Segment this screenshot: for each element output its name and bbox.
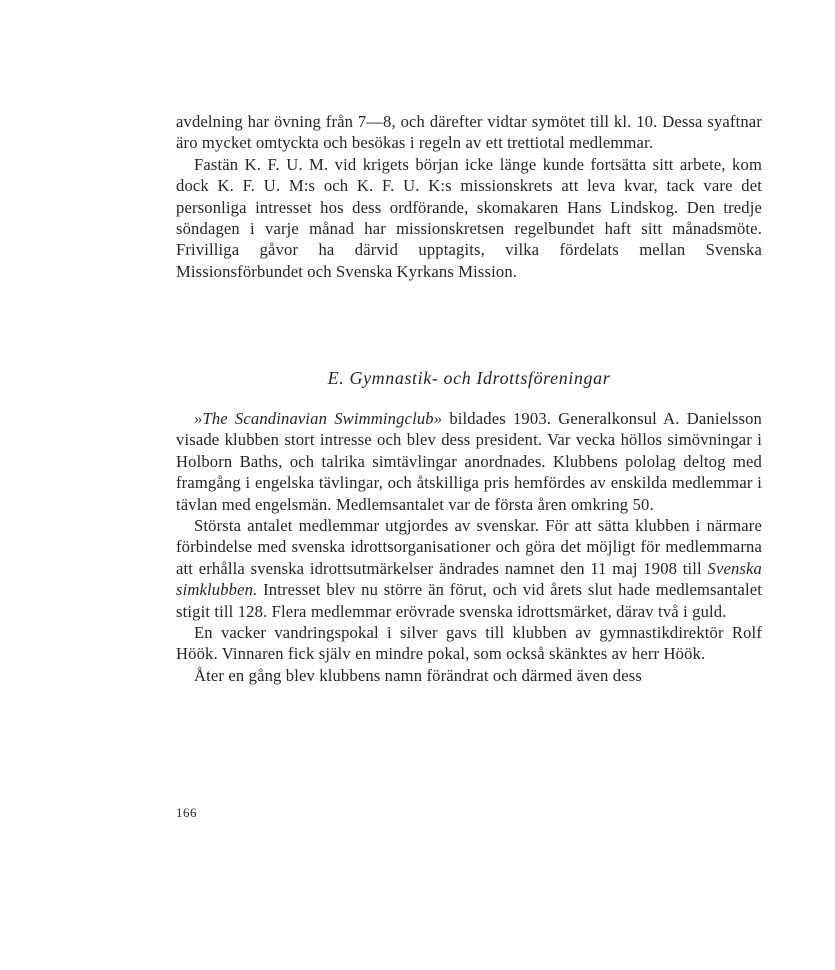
new-club-name-italic: Svenska simklubben. [176,558,762,600]
section-heading: E. Gymnastik- och Idrottsföreningar [327,368,611,388]
paragraph-swimmingclub [176,408,762,515]
paragraph-syaftnar: avdelning har övning från 7—8, och därefter vidtar symötet till kl. 10. Dessa syaftnar äro mycket omtyckta och besökas i regeln av ett trettiotal medlemmar. [176,112,762,153]
paragraph-swimmingclub-text: bildades 1903. Generalkonsul A. Danielsson visade klubben stort intresse och blev dess president. Var vecka höllos simövningar i Holborn Baths, och talrika simtävlingar anordnades. Klubbens pololag deltog med framgång i engelska tävlingar, och åtskilliga pris hemfördes av enskilda medlemmar i tävlan med engelsmän. Medlemsantalet var de första åren omkring 50. [176,409,762,514]
paragraph-namn-forandrat: Åter en gång blev klubbens namn förändrat och därmed även dess [194,665,642,685]
paragraph-svenska-simklubben [176,515,762,622]
paragraph-kfum-missionskrets: Fastän K. F. U. M. vid krigets början icke länge kunde fortsätta sitt arbete, kom dock K. F. U. M:s och K. F. U. K:s missionskrets att leva kvar, tack vare det personliga intresset hos dess ordförande, skomakaren Hans Lindskog. Den tredje söndagen i varje månad har missionskretsen regelbundet haft sitt månadsmöte. Frivilliga gåvor ha därvid upptagits, vilka fördelats mellan Svenska Missionsförbundet och Svenska Kyrkans Mission. [176,154,762,281]
paragraph-vandringspokal: En vacker vandringspokal i silver gavs till klubben av gymnastikdirektör Rolf Höök. Vinnaren fick själv en mindre pokal, som också skänktes av herr Höök. [176,623,762,664]
bottom-text-block [176,408,762,686]
club-name-italic: »The Scandinavian Swimmingclub» [194,409,443,428]
paragraph-simklubben-before: Största antalet medlemmar utgjordes av svenskar. För att sätta klubben i närmare förbindelse med svenska idrottsorganisationer och göra det möjligt för medlemmarna att erhålla svenska idrottsutmärkelser ändrades namnet den 11 maj 1908 till [176,516,762,578]
top-text-block [176,111,762,282]
page-number: 166 [176,805,197,820]
paragraph-simklubben-after: Intresset blev nu större än förut, och vid årets slut hade medlemsantalet stigit till 128. Flera medlemmar erövrade svenska idrottsmärket, därav två i guld. [176,580,762,621]
